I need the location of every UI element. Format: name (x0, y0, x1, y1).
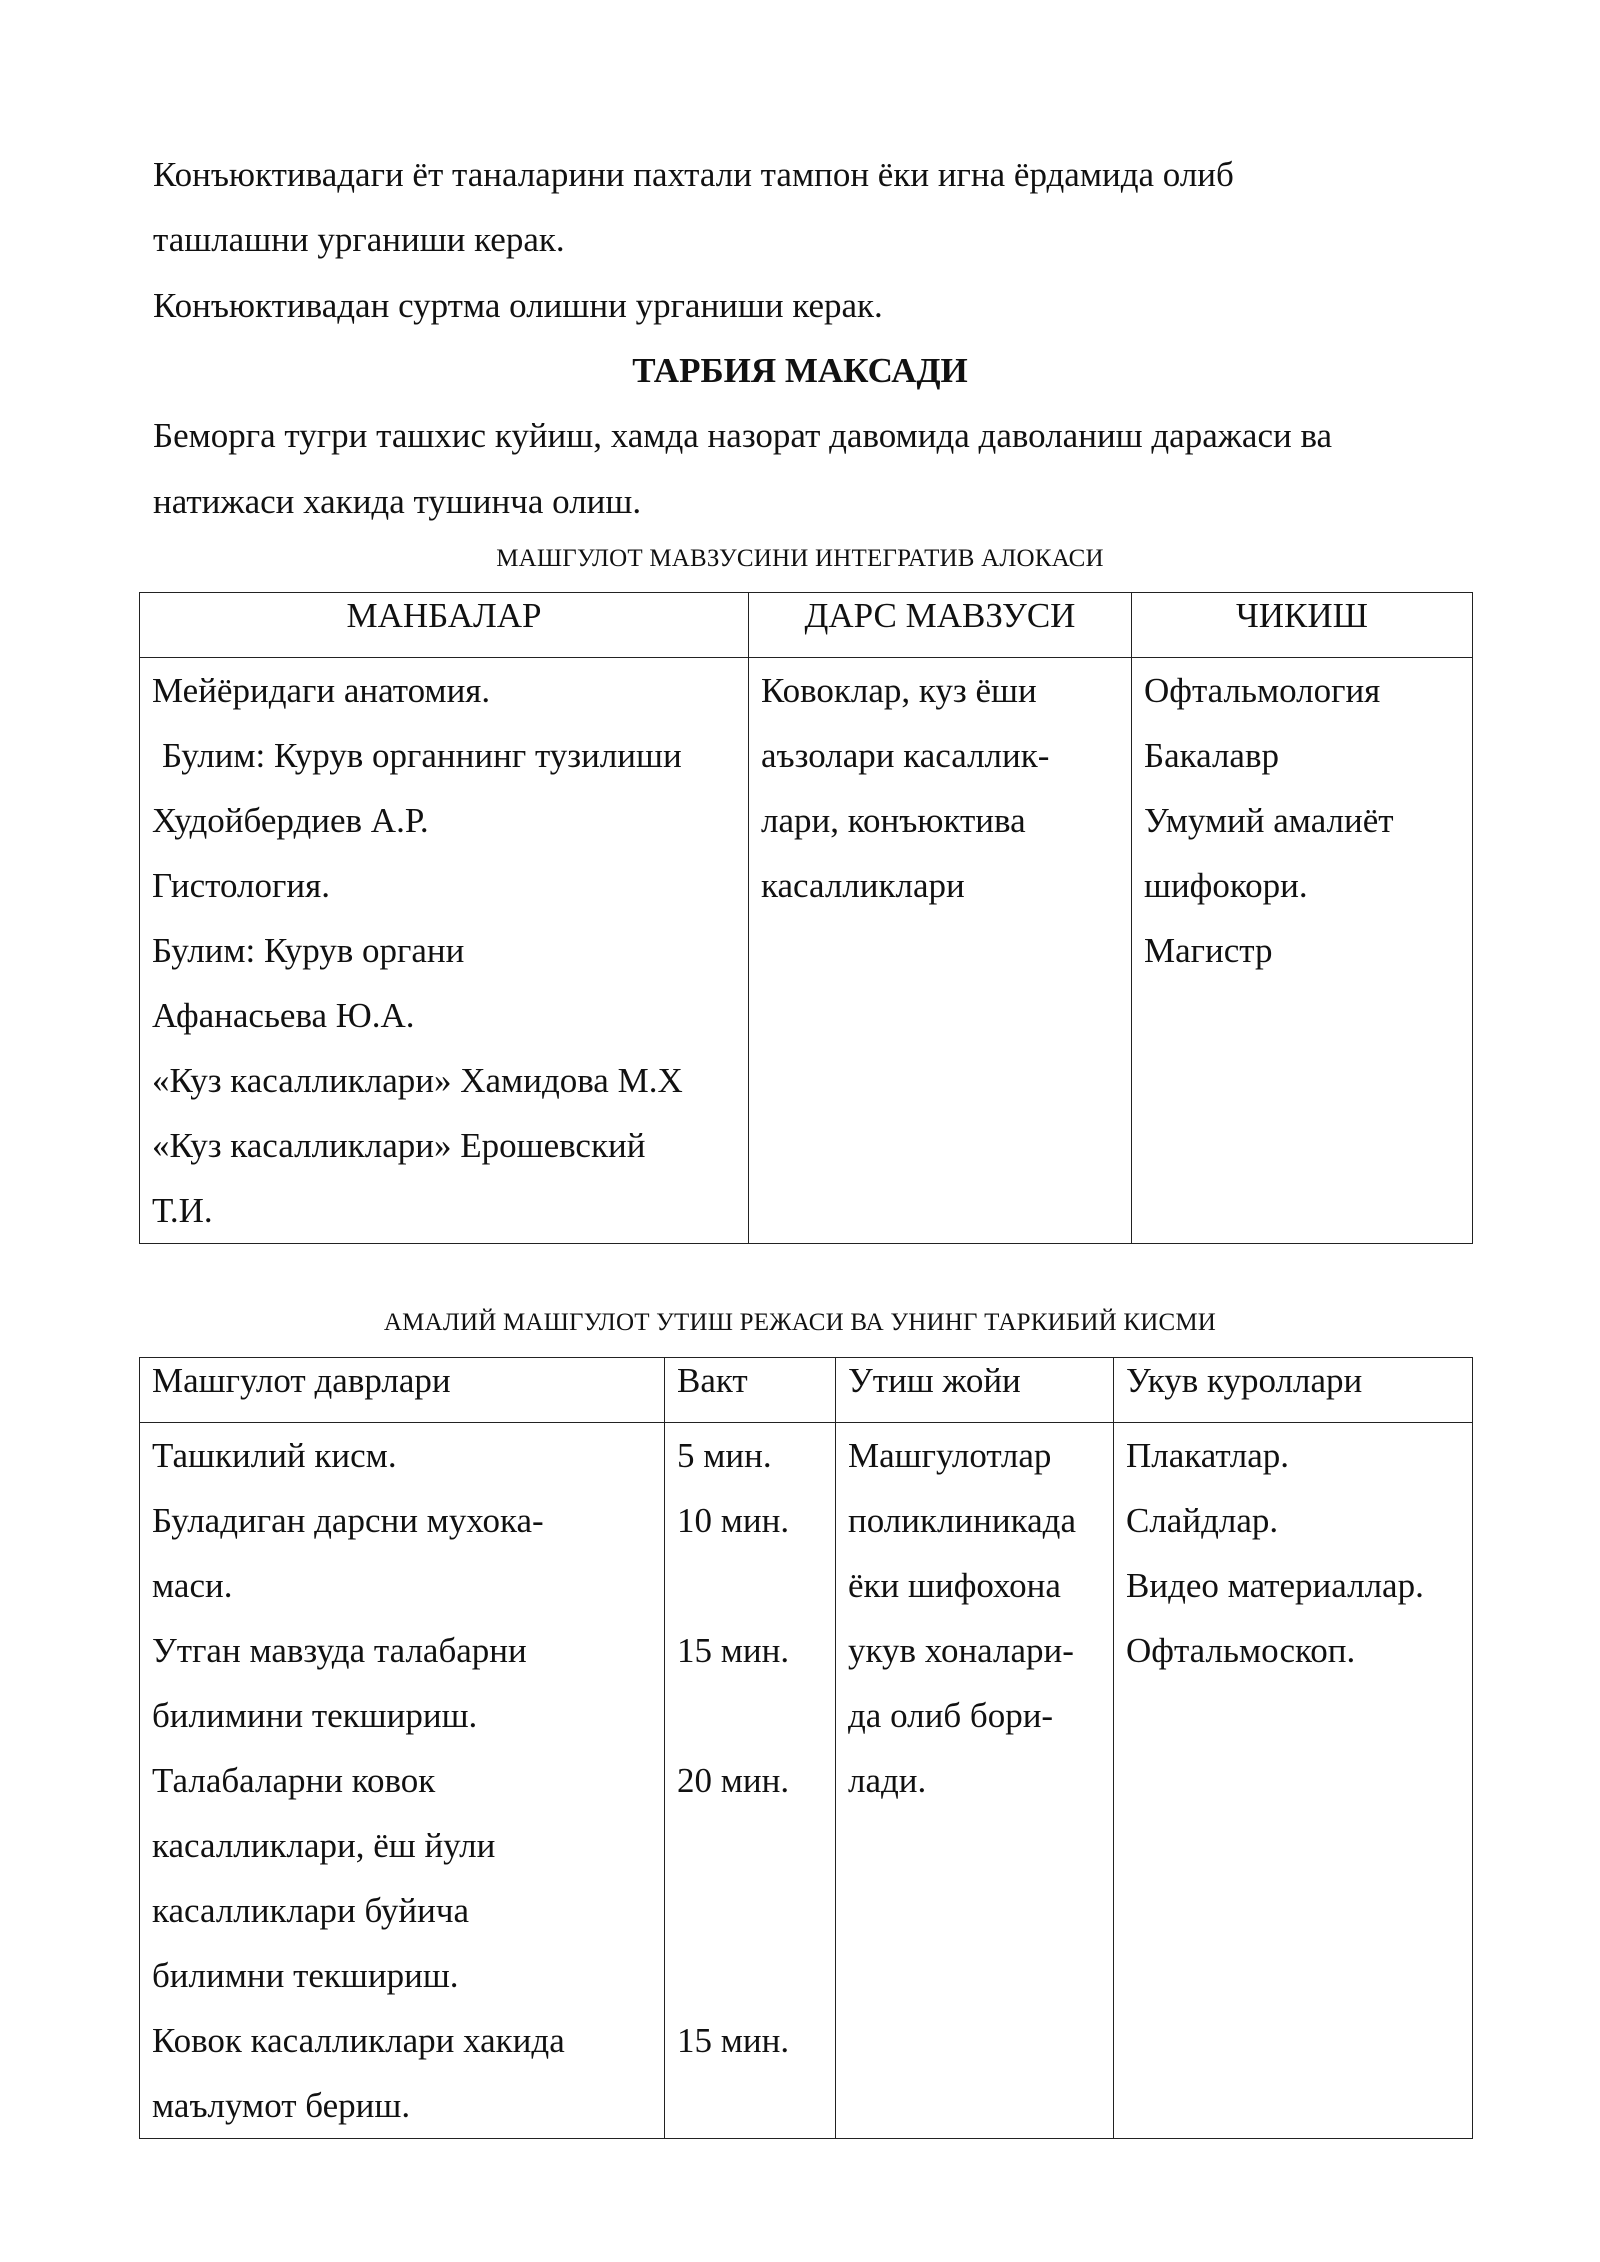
column-header-venue: Утиш жойи (836, 1358, 1114, 1423)
table-row (140, 658, 1473, 1244)
list-item: касалликлари, ёш йули (152, 1826, 496, 1865)
list-item: аъзолари касаллик- (761, 736, 1050, 775)
column-header-sources: МАНБАЛАР (140, 593, 749, 658)
table2-caption: АМАЛИЙ МАШГУЛОТ УТИШ РЕЖАСИ ВА УНИНГ ТАРКИБИЙ КИСМИ (383, 1309, 1217, 1336)
list-item: касалликлари (761, 866, 965, 905)
list-item: Машгулотлар (848, 1436, 1052, 1475)
list-item: Офтальмоскоп. (1126, 1631, 1356, 1670)
list-item: Ковоклар, куз ёши (761, 671, 1037, 710)
list-item: касалликлари буйича (152, 1891, 470, 1930)
list-item: 5 мин. (677, 1436, 772, 1475)
list-item (677, 1683, 823, 1748)
column-header-topic: ДАРС МАВЗУСИ (749, 593, 1132, 658)
list-item: Слайдлар. (1126, 1501, 1279, 1540)
list-item: 10 мин. (677, 1501, 790, 1540)
list-item: Офтальмология (1144, 671, 1381, 710)
tools-cell (1114, 1423, 1473, 2139)
list-item: поликлиникада (848, 1501, 1076, 1540)
list-item: Ковок касалликлари хакида (152, 2021, 565, 2060)
lesson-plan-table (139, 1357, 1473, 2139)
list-item: «Куз касалликлари» Ерошевский (152, 1126, 646, 1165)
topic-cell (749, 658, 1132, 1244)
list-item: 15 мин. (677, 2021, 790, 2060)
list-item: Умумий амалиёт (1144, 801, 1394, 840)
venue-cell (836, 1423, 1114, 2139)
upbringing-heading: ТАРБИЯ МАКСАДИ (632, 351, 968, 390)
list-item: Буладиган дарсни мухока- (152, 1501, 544, 1540)
column-header-periods: Машгулот даврлари (140, 1358, 665, 1423)
intro-line-1: Конъюктивадаги ёт таналарини пахтали тампон ёки игна ёрдамида олиб (153, 155, 1234, 194)
list-item: «Куз касалликлари» Хамидова М.Х (152, 1061, 683, 1100)
list-item: Видео материаллар. (1126, 1566, 1424, 1605)
periods-cell (140, 1423, 665, 2139)
list-item: маълумот бериш. (152, 2086, 411, 2125)
table-header-row (140, 1358, 1473, 1423)
list-item: Афанасьева Ю.А. (152, 996, 415, 1035)
list-item: Утган мавзуда талабарни (152, 1631, 527, 1670)
list-item (677, 1813, 823, 1878)
table1-caption: МАШГУЛОТ МАВЗУСИНИ ИНТЕГРАТИВ АЛОКАСИ (496, 545, 1104, 572)
list-item: Плакатлар. (1126, 1436, 1290, 1475)
list-item: 15 мин. (677, 1631, 790, 1670)
list-item: билимини текшириш. (152, 1696, 478, 1735)
list-item (677, 1553, 823, 1618)
upbringing-line-1: Беморга тугри ташхис куйиш, хамда назорат давомида даволаниш даражаси ва (153, 416, 1333, 455)
list-item: 20 мин. (677, 1761, 790, 1800)
list-item: Худойбердиев А.Р. (152, 801, 429, 840)
list-item: Мейёридаги анатомия. (152, 671, 491, 710)
list-item: Булим: Курув органнинг тузилиши (162, 736, 682, 775)
list-item: Талабаларни ковок (152, 1761, 436, 1800)
intro-line-3: Конъюктивадан суртма олишни урганиши керак. (153, 286, 883, 325)
list-item: Бакалавр (1144, 736, 1279, 775)
column-header-output: ЧИКИШ (1132, 593, 1473, 658)
list-item: маси. (152, 1566, 233, 1605)
output-cell (1132, 658, 1473, 1244)
list-item: лари, конъюктива (761, 801, 1026, 840)
list-item (677, 1943, 823, 2008)
intro-line-2: ташлашни урганиши керак. (153, 220, 565, 259)
sources-cell (140, 658, 749, 1244)
list-item (677, 2073, 823, 2138)
list-item: Ташкилий кисм. (152, 1436, 397, 1475)
column-header-time: Вакт (665, 1358, 836, 1423)
table-header-row (140, 593, 1473, 658)
list-item: да олиб бори- (848, 1696, 1054, 1735)
list-item: Булим: Курув органи (152, 931, 465, 970)
list-item: укув хоналари- (848, 1631, 1074, 1670)
list-item: лади. (848, 1761, 927, 1800)
list-item: билимни текшириш. (152, 1956, 459, 1995)
upbringing-line-2: натижаси хакида тушинча олиш. (153, 482, 642, 521)
list-item: Гистология. (152, 866, 330, 905)
table-row (140, 1423, 1473, 2139)
list-item (677, 1878, 823, 1943)
column-header-tools: Укув куроллари (1114, 1358, 1473, 1423)
time-cell (665, 1423, 836, 2139)
list-item: Т.И. (152, 1191, 213, 1230)
list-item: шифокори. (1144, 866, 1308, 905)
list-item: ёки шифохона (848, 1566, 1061, 1605)
integration-table (139, 592, 1473, 1244)
list-item: Магистр (1144, 931, 1273, 970)
